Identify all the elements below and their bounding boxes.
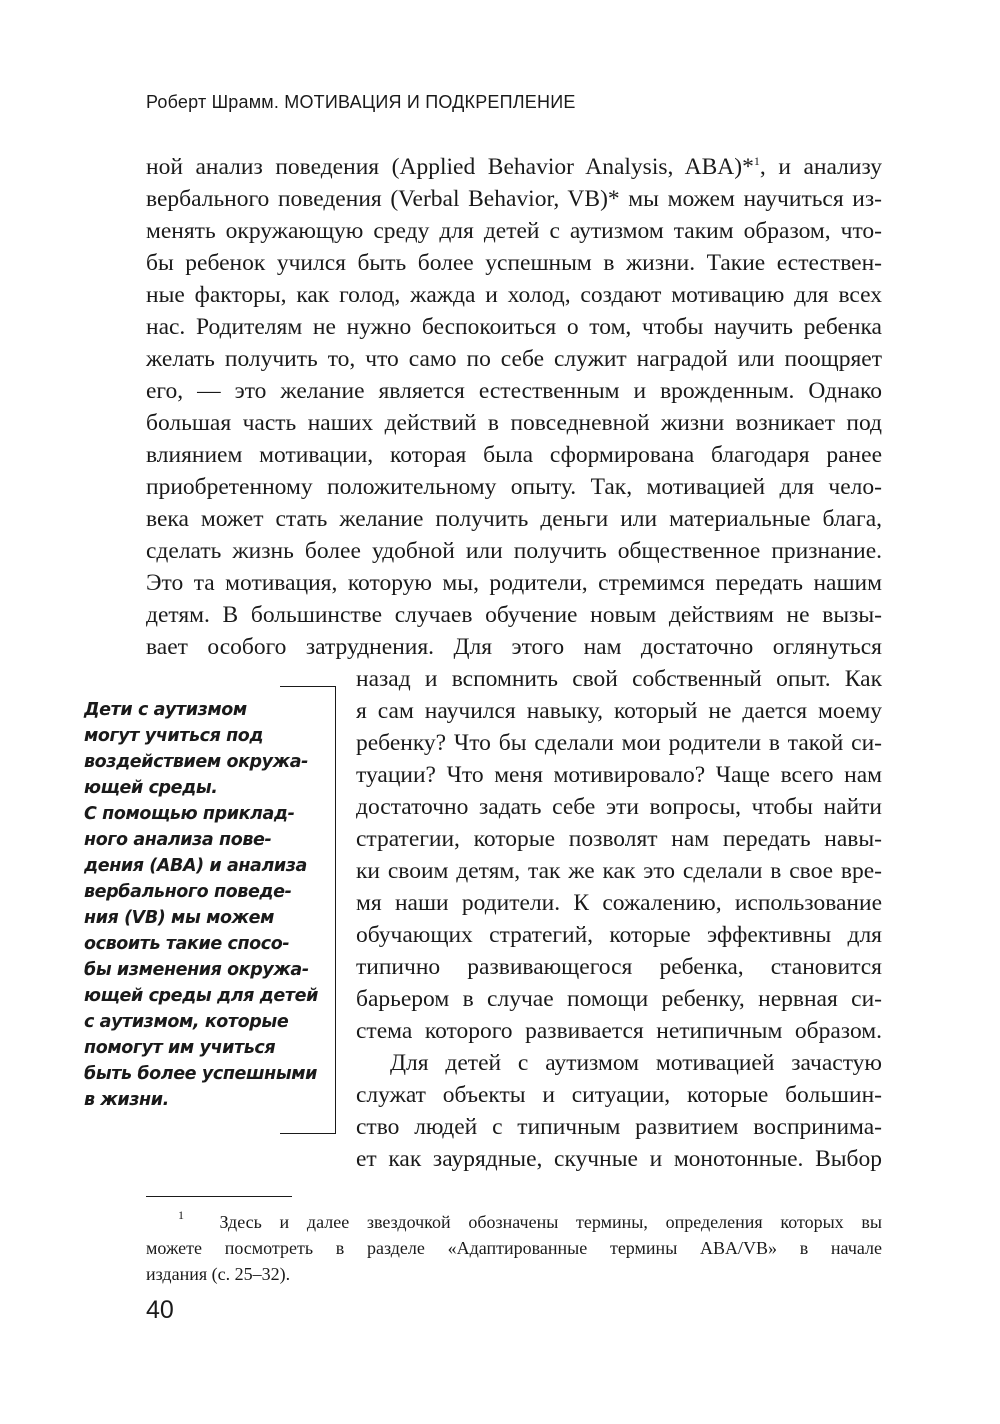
body-line: назад и вспомнить свой собственный опыт. Как	[356, 666, 882, 692]
body-line: я сам научился навыку, который не дается моему	[356, 698, 882, 724]
body-line: менять окружающую среду для детей с аутизмом таким образом, что-	[146, 218, 882, 244]
sidebar-line: дения (ABA) и анализа	[84, 856, 307, 876]
sidebar-rule-top	[280, 686, 336, 687]
sidebar-line: С помощью приклад-	[84, 804, 295, 824]
body-line: служат объекты и ситуации, которые большин-	[356, 1082, 882, 1108]
body-line: стратегии, которые позволят нам передать навы-	[356, 826, 882, 852]
body-line: ной анализ поведения (Applied Behavior Analysis, ABA)*$^1$, и анализу	[146, 154, 882, 180]
body-line: бы ребенок учился быть более успешным в жизни. Такие естествен-	[146, 250, 882, 276]
sidebar-line: с аутизмом, которые	[84, 1012, 289, 1032]
sidebar-line: освоить такие спосо-	[84, 934, 290, 954]
sidebar-line: быть более успешными	[84, 1064, 318, 1084]
body-line: сделать жизнь более удобной или получить общественное признание.	[146, 538, 882, 564]
body-line: нас. Родителям не нужно беспокоиться о том, чтобы научить ребенка	[146, 314, 882, 340]
body-line: мя наши родители. К сожалению, использование	[356, 890, 882, 916]
body-line: ет как заурядные, скучные и монотонные. Выбор	[356, 1146, 882, 1172]
body-line: ство людей с типичным развитием воспринима-	[356, 1114, 882, 1140]
sidebar-line: могут учиться под	[84, 726, 264, 746]
sidebar-line: в жизни.	[84, 1090, 169, 1110]
footnote-line: можете посмотреть в разделе «Адаптированные термины ABA/VB» в начале	[146, 1238, 882, 1258]
page-number: 40	[146, 1296, 174, 1324]
body-line: его, — это желание является естественным и врожденным. Однако	[146, 378, 882, 404]
sidebar-line: воздействием окружа-	[84, 752, 308, 772]
sidebar-line: ющей среды для детей	[84, 986, 318, 1006]
sidebar-rule-right	[335, 686, 336, 1134]
sidebar-line: бы изменения окружа-	[84, 960, 309, 980]
body-line: Это та мотивация, которую мы, родители, стремимся передать нашим	[146, 570, 882, 596]
body-line: детям. В большинстве случаев обучение новым действиям не вызы-	[146, 602, 882, 628]
sidebar-line: ния (VB) мы можем	[84, 908, 274, 928]
body-line: ки своим детям, так же как это сделали в свое вре-	[356, 858, 882, 884]
body-line: вербального поведения (Verbal Behavior, VB)* мы можем научиться из-	[146, 186, 882, 212]
body-line: ные факторы, как голод, жажда и холод, создают мотивацию для всех	[146, 282, 882, 308]
footnote-line: издания (с. 25–32).	[146, 1264, 291, 1284]
body-line: туации? Что меня мотивировало? Чаще всего нам	[356, 762, 882, 788]
footnote-marker: 1	[178, 1208, 184, 1222]
body-line: барьером в случае помощи ребенку, нервная си-	[356, 986, 882, 1012]
sidebar-line: ного анализа пове-	[84, 830, 272, 850]
body-line: обучающих стратегий, которые эффективны для	[356, 922, 882, 948]
body-line: века может стать желание получить деньги или материальные блага,	[146, 506, 882, 532]
sidebar-line: Дети с аутизмом	[84, 700, 247, 720]
footnote-rule	[146, 1196, 292, 1197]
body-line-indented: Для детей с аутизмом мотивацией зачастую	[390, 1050, 882, 1076]
footnote-line: $^1$ Здесь и далее звездочкой обозначены термины, определения которых вы	[178, 1208, 883, 1232]
running-head: Роберт Шрамм. МОТИВАЦИЯ И ПОДКРЕПЛЕНИЕ	[146, 92, 576, 112]
body-line: влиянием мотивации, которая была сформирована благодаря ранее	[146, 442, 882, 468]
footnote-ref[interactable]: 1	[753, 154, 760, 168]
sidebar-rule-bottom	[280, 1133, 336, 1134]
body-line: ребенку? Что бы сделали мои родители в такой си-	[356, 730, 882, 756]
sidebar-line: ющей среды.	[84, 778, 218, 798]
body-line: достаточно задать себе эти вопросы, чтобы найти	[356, 794, 882, 820]
sidebar-line: помогут им учиться	[84, 1038, 276, 1058]
body-line: вает особого затруднения. Для этого нам достаточно оглянуться	[146, 634, 882, 660]
body-line: большая часть наших действий в повседневной жизни возникает под	[146, 410, 882, 436]
sidebar-line: вербального поведе-	[84, 882, 292, 902]
body-line: приобретенному положительному опыту. Так, мотивацией для чело-	[146, 474, 882, 500]
body-line: желать получить то, что само по себе служит наградой или поощряет	[146, 346, 882, 372]
body-line: стема которого развивается нетипичным образом.	[356, 1018, 882, 1044]
sidebar-callout	[84, 686, 336, 1134]
body-line: типично развивающегося ребенка, становится	[356, 954, 882, 980]
